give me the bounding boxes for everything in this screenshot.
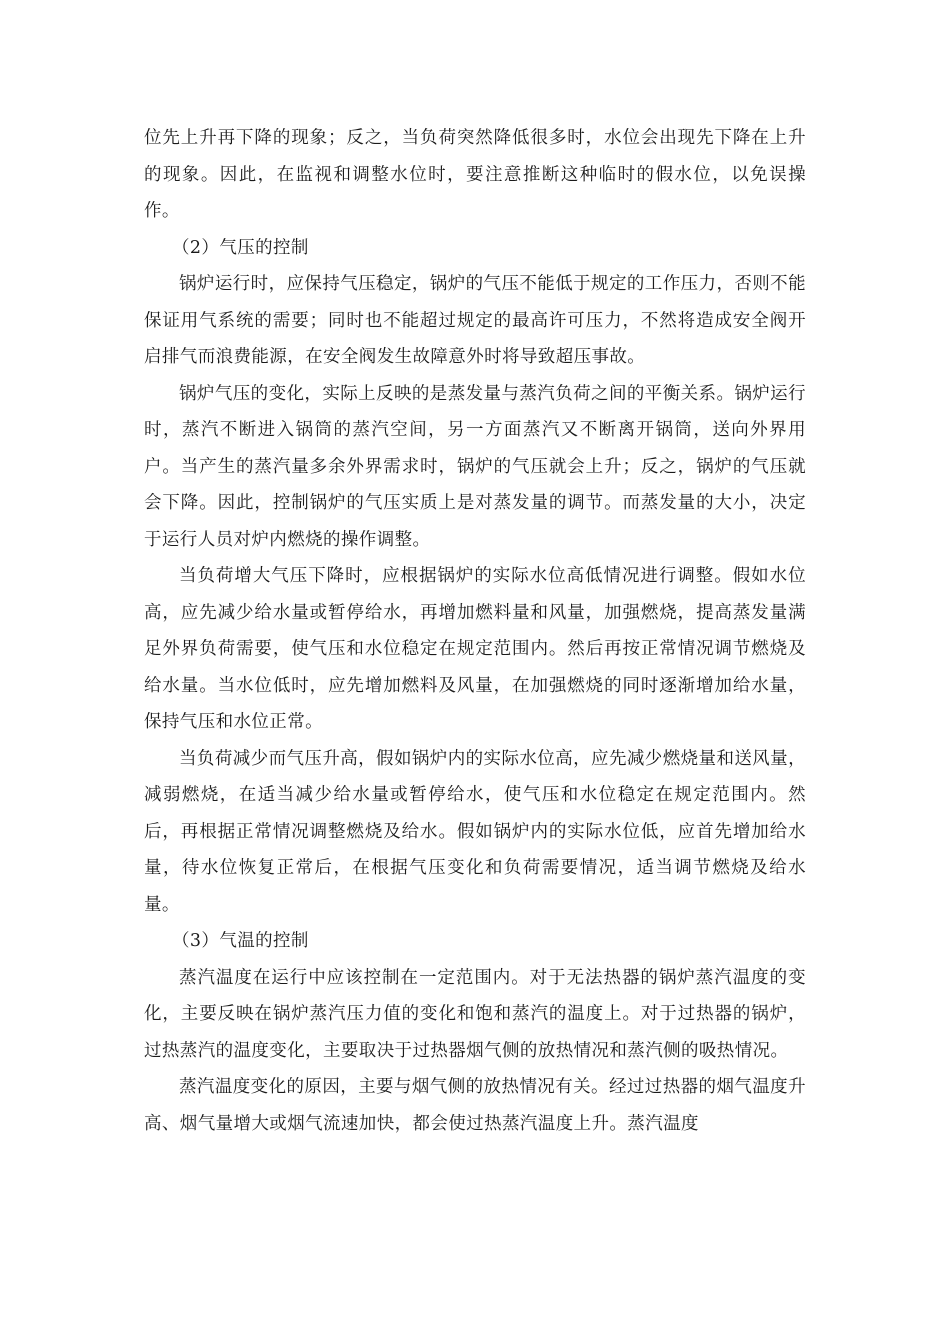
- paragraph-steam-temperature-causes: 蒸汽温度变化的原因，主要与烟气侧的放热情况有关。经过过热器的烟气温度升高、烟气量增大或烟气流速加快，都会使过热蒸汽温度上升。蒸汽温度: [144, 1077, 806, 1134]
- paragraph-pressure-balance: 锅炉气压的变化，实际上反映的是蒸发量与蒸汽负荷之间的平衡关系。锅炉运行时，蒸汽不断进入锅筒的蒸汽空间，另一方面蒸汽又不断离开锅筒，送向外界用户。当产生的蒸汽量多余外界需求时，锅炉的气压就会上升；反之，锅炉的气压就会下降。因此，控制锅炉的气压实质上是对蒸发量的调节。而蒸发量的大小，决定于运行人员对炉内燃烧的操作调整。: [144, 383, 806, 550]
- document-body: [144, 120, 806, 1142]
- section-heading-pressure-control: （2）气压的控制: [172, 237, 309, 258]
- paragraph-pressure-stability: 锅炉运行时，应保持气压稳定，锅炉的气压不能低于规定的工作压力，否则不能保证用气系统的需要；同时也不能超过规定的最高许可压力，不然将造成安全阀开启排气而浪费能源，在安全阀发生故障意外时将导致超压事故。: [144, 274, 806, 367]
- paragraph-continuation: 位先上升再下降的现象；反之，当负荷突然降低很多时，水位会出现先下降在上升的现象。因此，在监视和调整水位时，要注意推断这种临时的假水位，以免误操作。: [144, 128, 806, 221]
- paragraph-steam-temperature-range: 蒸汽温度在运行中应该控制在一定范围内。对于无法热器的锅炉蒸汽温度的变化，主要反映在锅炉蒸汽压力值的变化和饱和蒸汽的温度上。对于过热器的锅炉，过热蒸汽的温度变化，主要取决于过热器烟气侧的放热情况和蒸汽侧的吸热情况。: [144, 967, 806, 1061]
- paragraph-load-decrease: 当负荷减少而气压升高，假如锅炉内的实际水位高，应先减少燃烧量和送风量，减弱燃烧，在适当减少给水量或暂停给水，使气压和水位稳定在规定范围内。然后，再根据正常情况调整燃烧及给水。假如锅炉内的实际水位低，应首先增加给水量，待水位恢复正常后，在根据气压变化和负荷需要情况，适当调节燃烧及给水量。: [144, 748, 806, 915]
- section-heading-temperature-control: （3）气温的控制: [172, 931, 309, 951]
- paragraph-load-increase: 当负荷增大气压下降时，应根据锅炉的实际水位高低情况进行调整。假如水位高，应先减少给水量或暂停给水，再增加燃料量和风量，加强燃烧，提高蒸发量满足外界负荷需要，使气压和水位稳定在规定范围内。然后再按正常情况调节燃烧及给水量。当水位低时，应先增加燃料及风量，在加强燃烧的同时逐渐增加给水量，保持气压和水位正常。: [144, 566, 806, 732]
